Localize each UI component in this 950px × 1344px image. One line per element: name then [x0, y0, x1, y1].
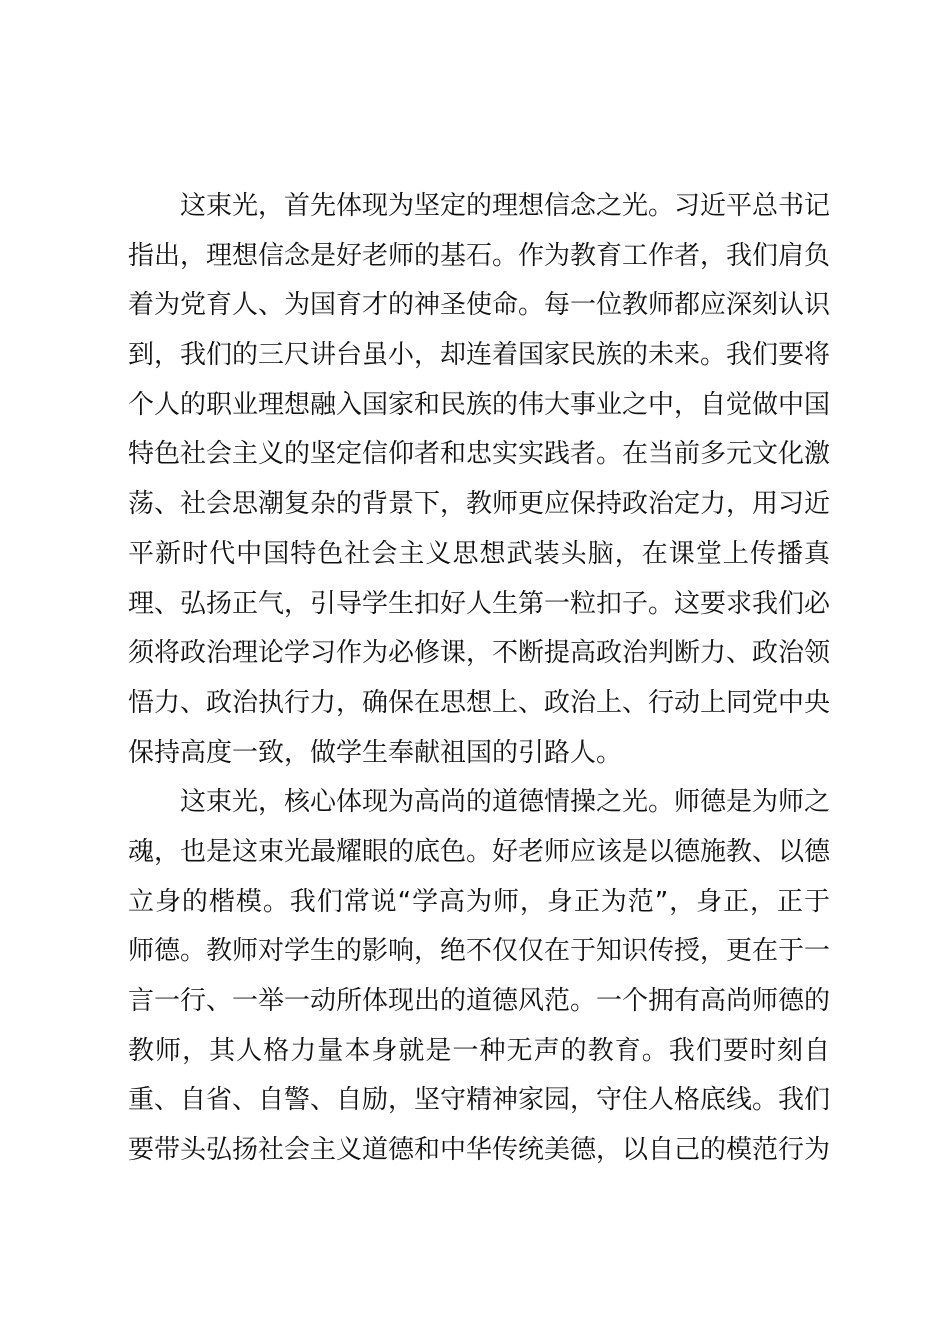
- text-line: 平新时代中国特色社会主义思想武装头脑，在课堂上传播真: [128, 538, 830, 569]
- text-line: 这束光，核心体现为高尚的道德情操之光。师德是为师之: [180, 787, 831, 818]
- text-line: 魂，也是这束光最耀眼的底色。好老师应该是以德施教、以德: [128, 836, 831, 867]
- text-line: 立身的楷模。我们常说“学高为师，身正为范”，身正，正于: [128, 886, 830, 917]
- text-line: 教师，其人格力量本身就是一种无声的教育。我们要时刻自: [128, 1035, 830, 1066]
- text-line: 理、弘扬正气，引导学生扣好人生第一粒扣子。这要求我们必: [128, 588, 831, 619]
- text-line: 师德。教师对学生的影响，绝不仅仅在于知识传授，更在于一: [128, 936, 831, 967]
- paragraph-morality: [128, 778, 830, 1176]
- text-line: 这束光，首先体现为坚定的理想信念之光。习近平总书记: [180, 191, 831, 221]
- text-line: 到，我们的三尺讲台虽小，却连着国家民族的未来。我们要将: [128, 340, 831, 371]
- text-line: 特色社会主义的坚定信仰者和忠实实践者。在当前多元文化激: [128, 439, 831, 470]
- text-line: 须将政治理论学习作为必修课，不断提高政治判断力、政治领: [128, 638, 831, 669]
- text-line: 指出，理想信念是好老师的基石。作为教育工作者，我们肩负: [128, 240, 831, 271]
- text-line: 言一行、一举一动所体现出的道德风范。一个拥有高尚师德的: [128, 986, 831, 1016]
- text-line: 荡、社会思潮复杂的背景下，教师更应保持政治定力，用习近: [128, 489, 831, 520]
- text-line: 悟力、政治执行力，确保在思想上、政治上、行动上同党中央: [128, 687, 831, 718]
- text-line: 重、自省、自警、自励，坚守精神家园，守住人格底线。我们: [128, 1085, 831, 1116]
- text-line: 保持高度一致，做学生奉献祖国的引路人。: [128, 737, 623, 768]
- text-line: 着为党育人、为国育才的神圣使命。每一位教师都应深刻认识: [128, 290, 831, 321]
- document-body: [128, 182, 830, 1176]
- paragraph-ideals: [128, 182, 830, 778]
- text-line: 要带头弘扬社会主义道德和中华传统美德，以自己的模范行为: [128, 1135, 831, 1166]
- text-line: 个人的职业理想融入国家和民族的伟大事业之中，自觉做中国: [128, 389, 831, 420]
